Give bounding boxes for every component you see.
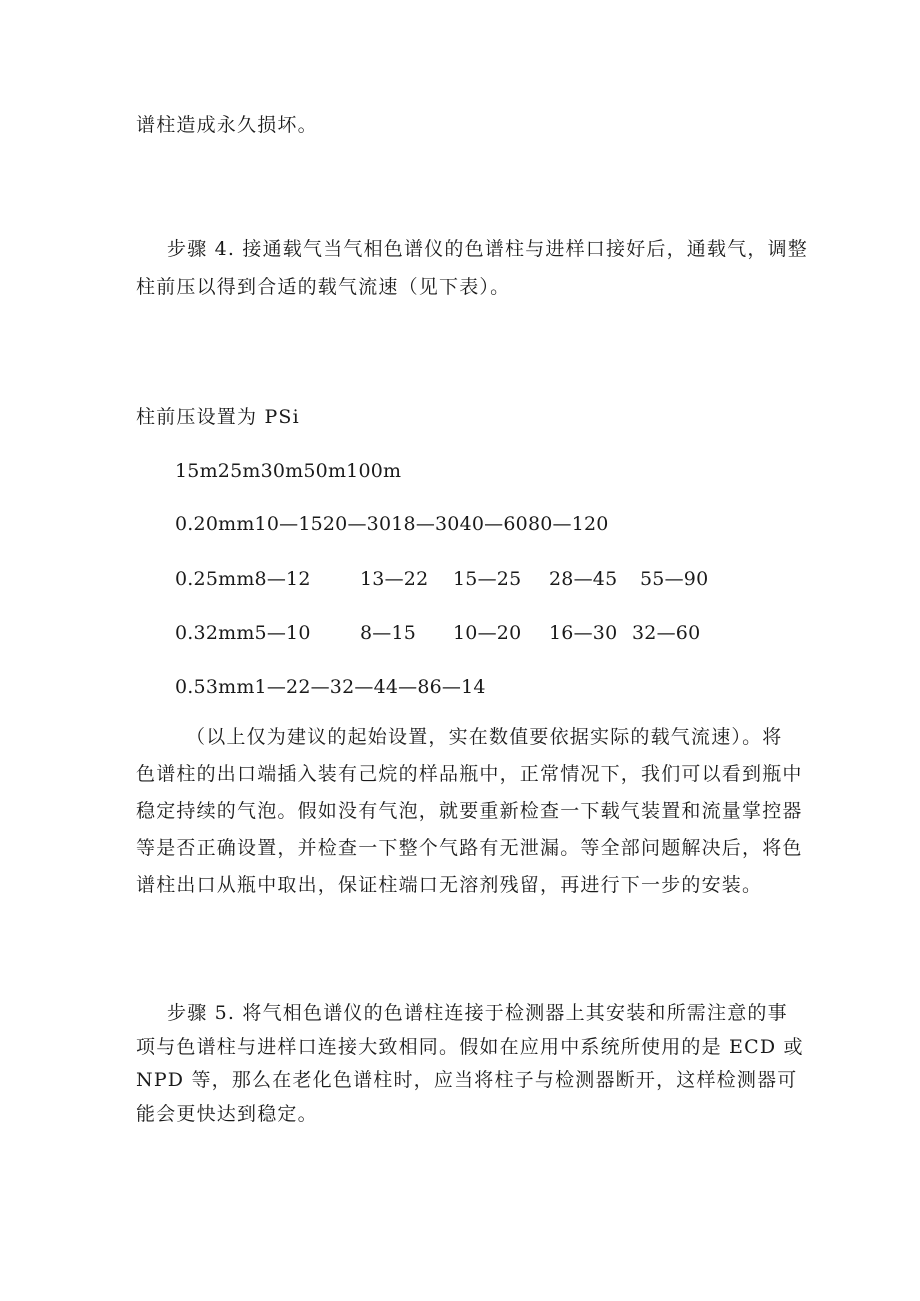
text-line: 项与色谱柱与进样口连接大致相同。假如在应用中系统所使用的是 ECD 或	[136, 1036, 804, 1058]
text-line: 柱前压以得到合适的载气流速（见下表）。	[136, 276, 511, 298]
text-line: 步骤 4. 接通载气当气相色谱仪的色谱柱与进样口接好后，通载气，调整	[167, 238, 809, 260]
text-line: 稳定持续的气泡。假如没有气泡，就要重新检查一下载气装置和流量掌控器	[136, 800, 803, 822]
text-line: NPD 等，那么在老化色谱柱时，应当将柱子与检测器断开，这样检测器可	[136, 1069, 798, 1091]
text-line: 柱前压设置为 PSi	[136, 406, 300, 428]
text-line: 能会更快达到稳定。	[136, 1103, 318, 1125]
text-line: 等是否正确设置，并检查一下整个气路有无泄漏。等全部问题解决后，将色	[136, 837, 803, 859]
text-line: （以上仅为建议的起始设置，实在数值要依据实际的载气流速）。将	[186, 726, 783, 748]
table-cell: 16—30	[549, 622, 618, 644]
table-header-cell: 15m25m30m50m100m	[175, 460, 402, 482]
table-cell: 0.53mm1—22—32—44—86—14	[175, 676, 486, 698]
table-cell: 10—20	[453, 622, 522, 644]
table-cell: 0.25mm8—12	[175, 568, 311, 590]
table-cell: 0.32mm5—10	[175, 622, 311, 644]
text-line: 色谱柱的出口端插入装有己烷的样品瓶中，正常情况下，我们可以看到瓶中	[136, 763, 803, 785]
table-cell: 32—60	[632, 622, 701, 644]
text-line: 谱柱造成永久损坏。	[136, 114, 318, 136]
table-cell: 0.20mm10—1520—3018—3040—6080—120	[175, 513, 609, 535]
table-cell: 8—15	[360, 622, 417, 644]
table-cell: 15—25	[453, 568, 522, 590]
text-line: 谱柱出口从瓶中取出，保证柱端口无溶剂残留，再进行下一步的安装。	[136, 874, 763, 896]
table-cell: 28—45	[549, 568, 618, 590]
table-cell: 55—90	[640, 568, 709, 590]
table-cell: 13—22	[360, 568, 429, 590]
text-line: 步骤 5. 将气相色谱仪的色谱柱连接于检测器上其安装和所需注意的事	[167, 1002, 788, 1024]
